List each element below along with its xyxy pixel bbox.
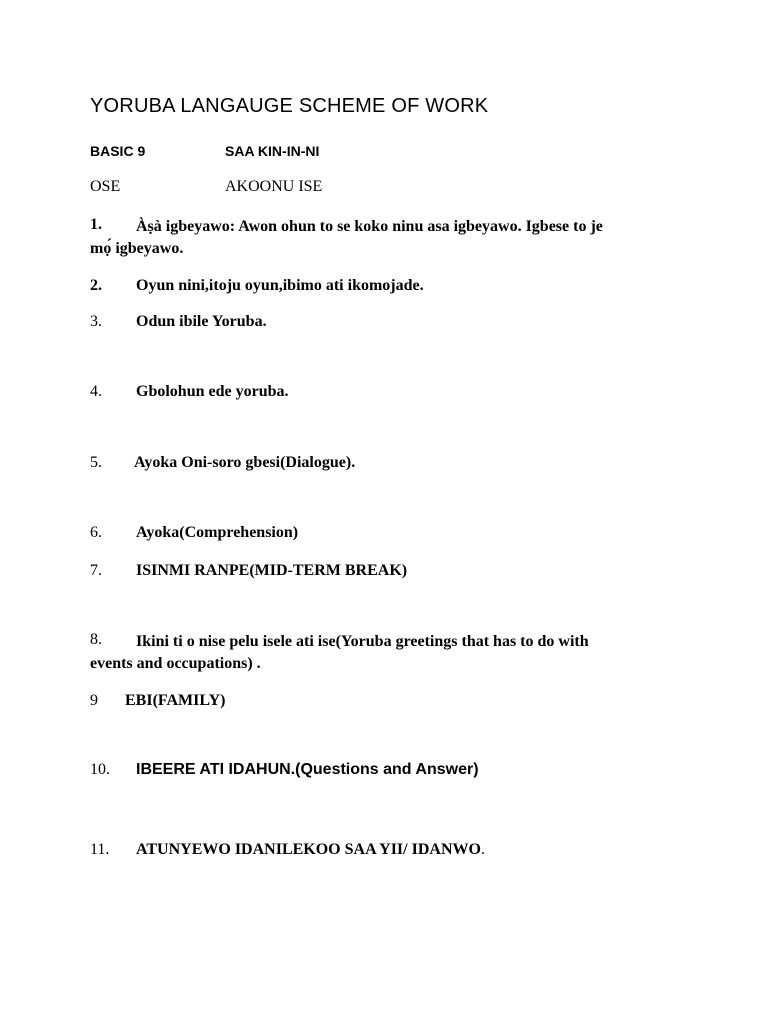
item-number: 6. xyxy=(90,524,102,541)
scheme-item-4 xyxy=(90,383,680,401)
item-text-continued: mọ́ igbeyawo. xyxy=(90,240,184,257)
item-text: Ikini ti o nise pelu isele ati ise(Yoruba greetings that has to do with xyxy=(136,633,589,650)
scheme-item-11 xyxy=(90,841,680,859)
class-level: BASIC 9 xyxy=(90,143,146,159)
scheme-item-10 xyxy=(90,761,680,779)
item-number: 8. xyxy=(90,631,102,648)
item-text-english: (Questions and Answer) xyxy=(295,761,479,778)
item-number: 10. xyxy=(90,761,110,778)
scheme-item-1 xyxy=(90,216,680,260)
item-text: ATUNYEWO IDANILEKOO SAA YII/ IDANWO xyxy=(136,841,481,858)
item-text: IBEERE ATI IDAHUN. xyxy=(136,761,296,778)
item-text: Ayoka(Comprehension) xyxy=(136,524,299,541)
scheme-item-9 xyxy=(90,692,680,710)
scheme-item-5 xyxy=(90,454,680,472)
item-number: 9 xyxy=(90,692,98,709)
item-number: 1. xyxy=(90,216,102,233)
item-text: Gbolohun ede yoruba. xyxy=(136,383,289,400)
item-text: Ayoka Oni-soro gbesi(Dialogue). xyxy=(134,454,356,471)
content-column-header: AKOONU ISE xyxy=(225,178,323,195)
scheme-item-3 xyxy=(90,313,680,331)
scheme-item-7 xyxy=(90,562,680,580)
item-number: 3. xyxy=(90,313,102,330)
item-text-continued: events and occupations) . xyxy=(90,655,261,672)
item-text: Àṣà igbeyawo: Awon ohun to se koko ninu asa igbeyawo. Igbese to je xyxy=(136,218,603,235)
item-text: EBI(FAMILY) xyxy=(125,692,226,709)
item-text: Odun ibile Yoruba. xyxy=(136,313,267,330)
item-number: 7. xyxy=(90,562,102,579)
scheme-item-8 xyxy=(90,631,680,675)
item-number: 4. xyxy=(90,383,102,400)
item-number: 2. xyxy=(90,277,102,294)
item-text: Oyun nini,itoju oyun,ibimo ati ikomojade. xyxy=(136,277,424,294)
item-text: ISINMI RANPE(MID-TERM BREAK) xyxy=(136,562,408,579)
week-column-header: OSE xyxy=(90,178,121,195)
scheme-item-6 xyxy=(90,524,680,542)
item-number: 5. xyxy=(90,454,102,471)
item-number: 11. xyxy=(90,841,110,858)
item-text-period: . xyxy=(480,841,485,858)
scheme-item-2 xyxy=(90,277,680,295)
term-label: SAA KIN-IN-NI xyxy=(225,143,320,159)
page-title: YORUBA LANGAUGE SCHEME OF WORK xyxy=(90,95,489,117)
